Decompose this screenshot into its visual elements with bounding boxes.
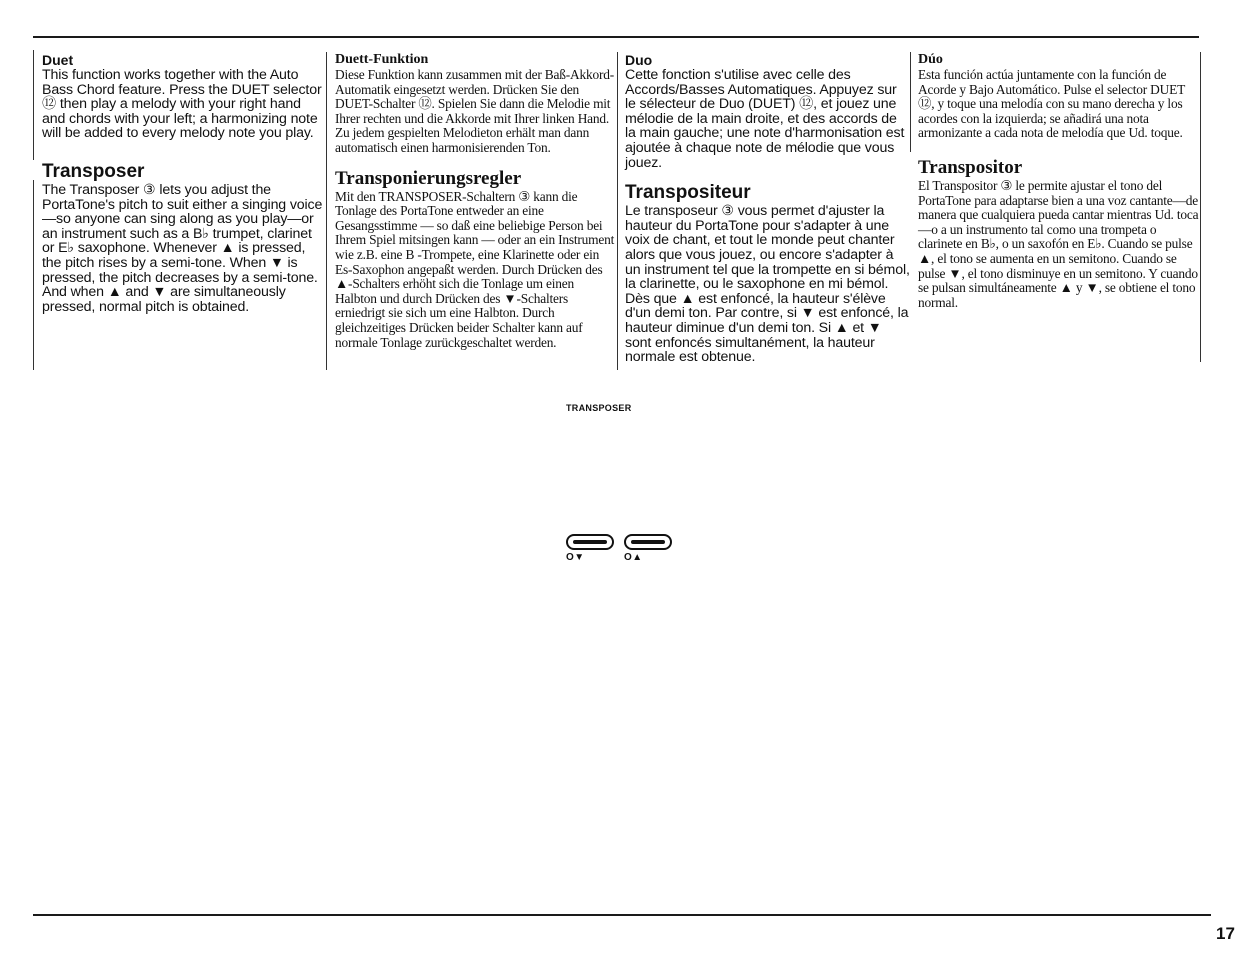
duet-heading-en: Duet [42, 52, 74, 68]
duet-text-fr: Cette fonction s'utilise avec celle des Accords/Basses Automatiques. Appuyez sur le sélecteur de Duo (DUET) ⑫, et jouez une mélodie de la main droite, et des accords de la main gauche; une note d'harmonisation est ajoutée à chaque note de mélodie que vous jouez. [625, 67, 905, 171]
transpose-up-switch [624, 534, 670, 563]
english-column [42, 52, 324, 314]
duet-heading-es: Dúo [918, 52, 943, 67]
page-number: 17 [1216, 924, 1235, 943]
top-rule [33, 36, 1199, 38]
transposer-text-en: The Transposer ③ lets you adjust the PortaTone's pitch to suit either a singing voice—so anyone can sing along as you play—or an instrument such as a B♭ trumpet, clarinet or E♭ saxophone. Whenever ▲ is pressed, the pitch rises by a semi-tone. When ▼ is pressed, the pitch decreases by a semi-tone. And when ▲ and ▼ are simultaneously pressed, normal pitch is obtained. [42, 181, 323, 315]
bottom-rule [33, 914, 1211, 916]
duet-text-es: Esta función actúa juntamente con la función de Acorde y Bajo Automático. Pulse el selector DUET ⑫, y toque una melodía con su mano derecha y los acordes con la izquierda; se añadirá una nota armonizante a cada nota de melodía que Ud. toque. [918, 67, 1185, 141]
column-divider [617, 52, 618, 370]
figure-caption: TRANSPOSER [566, 403, 632, 413]
transpose-up-label: O▲ [624, 552, 643, 563]
transposer-switch-figure [566, 534, 676, 568]
french-column [625, 52, 910, 365]
transposer-heading-es: Transpositor [918, 156, 1023, 178]
transposer-text-de: Mit den TRANSPOSER-Schaltern ③ kann die Tonlage des PortaTone entweder an eine Gesangsstimme — so daß eine beliebige Person bei Ihrem Spiel mitsingen kann — oder an ein Instrument wie z.B. eine B -Trompete, eine Klarinette oder ein Es-Saxophon angepaßt werden. Durch Drücken des ▲-Schalters erhöht sich die Tonlage um einen Halbton und durch Drücken des ▼-Schalters erniedrigt sie sich um eine Halbton. Durch gleichzeitiges Drücken beider Schalter kann auf normale Tonlage zurückgeschaltet werden. [335, 188, 615, 350]
spanish-column [918, 52, 1200, 310]
switch-icon [624, 534, 672, 550]
duet-text-en: This function works together with the Auto Bass Chord feature. Press the DUET selector ⑫ then play a melody with your right hand and chords with your left; a harmonizing note will be added to every melody note you play. [42, 67, 322, 142]
switch-icon [566, 534, 614, 550]
transposer-text-fr: Le transposeur ③ vous permet d'ajuster la hauteur du PortaTone pour s'adapter à une voix de chant, et tout le monde peut chanter alors que vous jouez, ou encore s'adapter à un instrument tel que la trompette en si bémol, la clarinette, ou le saxophone en mi bémol. Dès que ▲ est enfoncé, la hauteur s'élève d'un demi ton. Par contre, si ▼ est enfoncé, la hauteur diminue d'un demi ton. Si ▲ et ▼ sont enfoncés simultanément, la hauteur normale est obtenue. [625, 203, 910, 366]
transposer-heading-fr: Transpositeur [625, 182, 751, 204]
duet-text-de: Diese Funktion kann zusammen mit der Baß-Akkord-Automatik eingesetzt werden. Drücken Sie den DUET-Schalter ⑫. Spielen Sie dann die Melodie mit Ihrer rechten und die Akkorde mit Ihrer linken Hand. Zu jedem gespielten Melodieton erhält man dann automatisch einen harmonisierenden Ton. [335, 67, 614, 155]
duet-heading-fr: Duo [625, 52, 653, 68]
german-column [335, 52, 615, 350]
transposer-heading-de: Transponierungsregler [335, 167, 522, 189]
column-divider [910, 52, 911, 152]
transpose-down-switch [566, 534, 612, 563]
column-divider [33, 50, 34, 160]
transposer-text-es: El Transpositor ③ le permite ajustar el tono del PortaTone para adaptarse bien a una voz cantante—de manera que cualquiera pueda cantar mientras Ud. toca—o a un instrumento tal como una trompeta o clarinete en B♭, o un saxofón en E♭. Cuando se pulse ▲, el tono se aumenta en un semitono. Cuando se pulse ▼, el tono disminuye en un semitono. Y cuando se pulsan simultáneamente ▲ y ▼, se obtiene el tono normal. [918, 177, 1199, 310]
transposer-heading-en: Transposer [42, 160, 145, 182]
column-divider [326, 52, 327, 370]
transpose-down-label: O▼ [566, 552, 585, 563]
duet-heading-de: Duett-Funktion [335, 52, 429, 67]
column-divider [33, 180, 34, 370]
column-divider [1200, 52, 1201, 362]
